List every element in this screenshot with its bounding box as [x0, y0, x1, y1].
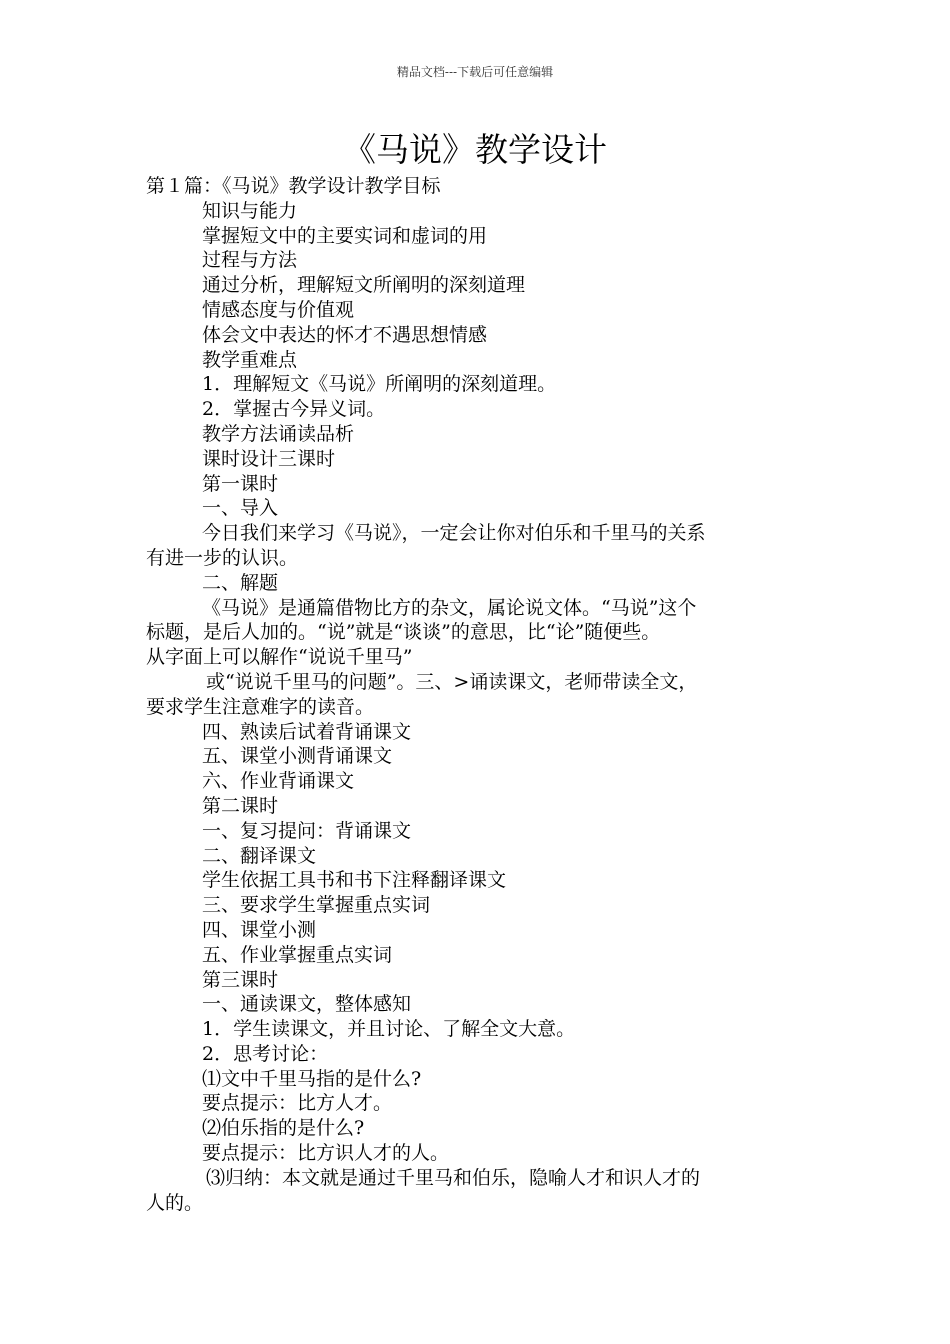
text-line: 或“说说千里马的问题”。三、>诵读课文，老师带读全文， [206, 670, 698, 693]
text-line: 1．理解短文《马说》所阐明的深刻道理。 [202, 373, 557, 396]
text-line: ⑴文中千里马指的是什么? [202, 1067, 422, 1090]
text-line: 第三课时 [202, 968, 279, 991]
text-line: 《马说》是通篇借物比方的杂文，属论说文体。“马说”这个 [202, 596, 697, 619]
text-line: 二、解题 [202, 571, 279, 594]
text-line: 有进一步的认识。 [146, 546, 299, 569]
text-line: 教学重难点 [202, 348, 298, 371]
text-line: 体会文中表达的怀才不遇思想情感 [202, 323, 488, 346]
document-title: 《马说》教学设计 [343, 130, 607, 169]
text-line: 课时设计三课时 [202, 447, 336, 470]
text-line: 四、熟读后试着背诵课文 [202, 720, 412, 743]
document-body [146, 174, 836, 1215]
text-line: ⑶归纳：本文就是通过千里马和伯乐，隐喻人才和识人才的 [206, 1166, 701, 1189]
text-line: 从字面上可以解作“说说千里马” [146, 646, 413, 669]
text-line: 一、导入 [202, 497, 279, 520]
text-line: 教学方法诵读品析 [202, 422, 355, 445]
text-line: 要点提示：比方人才。 [202, 1092, 393, 1115]
text-line: 2．掌握古今异义词。 [202, 398, 386, 421]
text-line: 1．学生读课文，并且讨论、了解全文大意。 [202, 1018, 576, 1041]
text-line: 情感态度与价值观 [202, 298, 355, 321]
text-line: 第１篇：《马说》教学设计教学目标 [146, 175, 441, 197]
text-line: 第二课时 [202, 794, 279, 817]
page-header-note: 精品文档---下载后可任意编辑 [396, 65, 554, 79]
text-line: 三、要求学生掌握重点实词 [202, 894, 431, 917]
text-line: 四、课堂小测 [202, 918, 317, 941]
text-line: 过程与方法 [202, 249, 298, 272]
text-line: 知识与能力 [202, 199, 298, 222]
text-line: 2．思考讨论： [202, 1042, 329, 1065]
text-line: ⑵伯乐指的是什么? [202, 1117, 365, 1140]
text-line: 学生依据工具书和书下注释翻译课文 [202, 869, 507, 892]
text-line: 第一课时 [202, 472, 279, 495]
text-line: 二、翻译课文 [202, 844, 317, 867]
text-line: 要求学生注意难字的读音。 [146, 695, 375, 718]
text-line: 一、通读课文，整体感知 [202, 993, 412, 1016]
text-line: 一、复习提问：背诵课文 [202, 819, 412, 842]
text-line: 掌握短文中的主要实词和虚词的用 [202, 224, 488, 247]
text-line: 标题，是后人加的。“说”就是“谈谈”的意思，比“论”随便些。 [146, 621, 661, 644]
text-line: 五、课堂小测背诵课文 [202, 745, 393, 768]
text-line: 今日我们来学习《马说》，一定会让你对伯乐和千里马的关系 [202, 522, 706, 545]
text-line: 通过分析，理解短文所阐明的深刻道理 [202, 274, 526, 297]
text-line: 六、作业背诵课文 [202, 770, 355, 793]
text-line: 人的。 [146, 1191, 204, 1214]
text-line: 要点提示：比方识人才的人。 [202, 1142, 450, 1165]
text-line: 五、作业掌握重点实词 [202, 943, 393, 966]
